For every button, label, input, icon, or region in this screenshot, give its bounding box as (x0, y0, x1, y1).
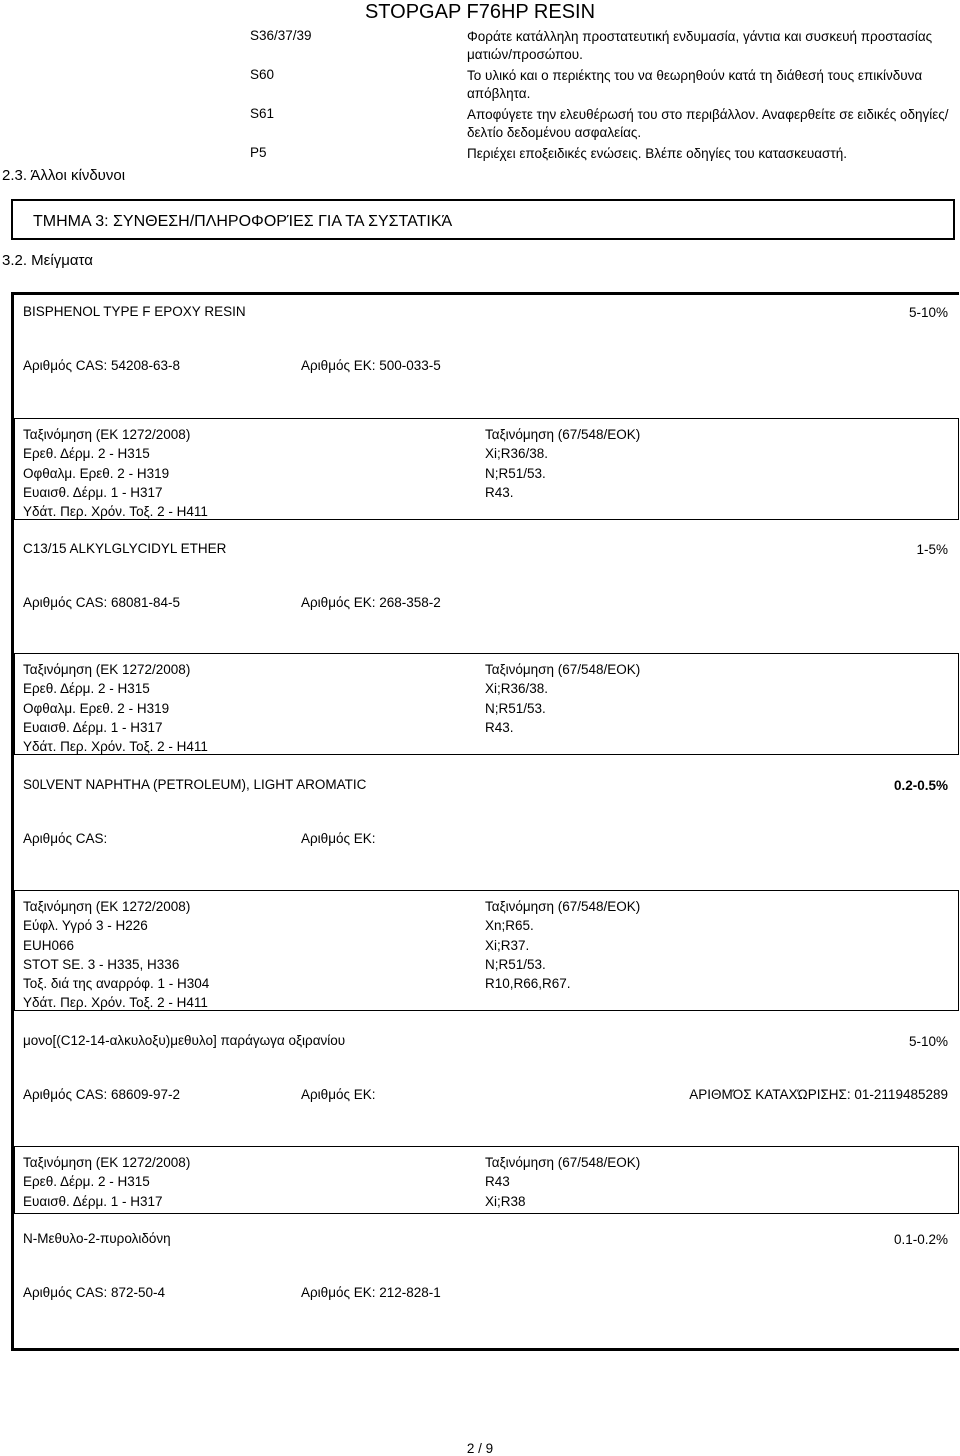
component-name: S0LVENT NAPHTHA (PETROLEUM), LIGHT AROMATIC (23, 777, 367, 792)
ec-number: Αριθμός ΕΚ: 212-828-1 (301, 1285, 441, 1300)
ec-number: Αριθμός ΕΚ: (301, 1087, 376, 1102)
dsd-line: Ταξινόμηση (67/548/ΕΟΚ) (485, 899, 641, 914)
dsd-classification (485, 660, 640, 737)
component-percent: 5-10% (908, 1034, 948, 1049)
safety-phrase-text: Αποφύγετε την ελευθέρωσή του στο περιβάλλον. Αναφερθείτε σε ειδικές οδηγίες/δελτίο δεδομένου ασφαλείας. (467, 107, 949, 140)
clp-line: Ταξινόμηση (ΕΚ 1272/2008) (23, 662, 191, 677)
clp-classification (23, 660, 208, 756)
dsd-classification (485, 897, 640, 993)
clp-classification (23, 425, 208, 521)
dsd-line: Xi;R37. (485, 937, 530, 953)
clp-line: EUH066 (23, 937, 75, 953)
safety-phrase-text: Το υλικό και ο περιέκτης του να θεωρηθούν κατά τη διάθεσή τους επικίνδυνα απόβλητα. (467, 68, 923, 101)
dsd-line: Xi;R36/38. (485, 446, 549, 462)
dsd-line: N;R51/53. (485, 956, 546, 972)
clp-line: Ευαισθ. Δέρμ. 1 - H317 (23, 1193, 163, 1209)
dsd-line: Xi;R38 (485, 1193, 526, 1209)
clp-line: Οφθαλμ. Ερεθ. 2 - H319 (23, 700, 170, 716)
section-3-title: ΤΜΗΜΑ 3: ΣΥΝΘΕΣΗ/ΠΛΗΡΟΦΟΡΊΕΣ ΓΙΑ ΤΑ ΣΥΣΤΑΤΙΚΆ (33, 213, 453, 230)
safety-phrase-code: S61 (250, 106, 275, 121)
other-hazards-heading: 2.3. Άλλοι κίνδυνοι (2, 167, 126, 184)
dsd-line: R43 (485, 1174, 510, 1190)
clp-line: Υδάτ. Περ. Χρόν. Τοξ. 2 - H411 (23, 995, 208, 1011)
dsd-line: Xn;R65. (485, 918, 534, 934)
safety-phrase-code: S36/37/39 (250, 28, 312, 43)
component-percent: 0.2-0.5% (893, 778, 948, 793)
dsd-classification (485, 1153, 640, 1211)
cas-number: Αριθμός CAS: 68081-84-5 (23, 595, 181, 610)
safety-phrase-text: Φοράτε κατάλληλη προστατευτική ενδυμασία, γάντια και συσκευή προστασίας ματιών/προσώπου. (467, 29, 933, 62)
section-3-header (11, 199, 955, 240)
cas-number: Αριθμός CAS: 68609-97-2 (23, 1087, 181, 1102)
table-bottom-rule (11, 1348, 959, 1351)
mixtures-subsection-title: 3.2. Μείγματα (2, 252, 93, 269)
ec-number: Αριθμός ΕΚ: 500-033-5 (301, 358, 441, 373)
clp-line: Ευαισθ. Δέρμ. 1 - H317 (23, 484, 163, 500)
dsd-line: Ταξινόμηση (67/548/ΕΟΚ) (485, 1155, 641, 1170)
clp-line: Υδάτ. Περ. Χρόν. Τοξ. 2 - H411 (23, 739, 208, 755)
dsd-line: R43. (485, 484, 514, 500)
cas-number: Αριθμός CAS: (23, 831, 108, 846)
component-percent: 0.1-0.2% (893, 1232, 948, 1247)
dsd-line: R43. (485, 719, 514, 735)
safety-phrase-text: Περιέχει εποξειδικές ενώσεις. Βλέπε οδηγίες του κατασκευαστή. (467, 146, 847, 161)
clp-classification (23, 897, 209, 1013)
clp-line: Εύφλ. Υγρό 3 - H226 (23, 918, 148, 934)
clp-line: Ερεθ. Δέρμ. 2 - H315 (23, 1174, 150, 1190)
component-name: BISPHENOL TYPE F EPOXY RESIN (23, 304, 246, 319)
clp-line: STOT SE. 3 - H335, H336 (23, 956, 180, 972)
dsd-classification (485, 425, 640, 502)
clp-line: Τοξ. διά της αναρρόφ. 1 - H304 (23, 976, 210, 992)
component-name: C13/15 ALKYLGLYCIDYL ETHER (23, 541, 227, 556)
clp-line: Ερεθ. Δέρμ. 2 - H315 (23, 681, 150, 697)
registration-number: ΑΡΙΘΜΌΣ ΚΑΤΑΧΏΡΙΣΗΣ: 01-2119485289 (689, 1087, 948, 1102)
safety-phrase-code: P5 (250, 145, 267, 160)
dsd-line: Ταξινόμηση (67/548/ΕΟΚ) (485, 662, 641, 677)
component-percent: 5-10% (908, 305, 948, 320)
dsd-line: R10,R66,R67. (485, 976, 571, 992)
dsd-line: Xi;R36/38. (485, 681, 549, 697)
ec-number: Αριθμός ΕΚ: (301, 831, 376, 846)
component-name: μονο[(C12-14-αλκυλοξυ)μεθυλο] παράγωγα οξιρανίου (23, 1033, 346, 1048)
clp-line: Ταξινόμηση (ΕΚ 1272/2008) (23, 427, 191, 442)
cas-number: Αριθμός CAS: 54208-63-8 (23, 358, 181, 373)
clp-line: Ευαισθ. Δέρμ. 1 - H317 (23, 719, 163, 735)
clp-line: Υδάτ. Περ. Χρόν. Τοξ. 2 - H411 (23, 504, 208, 520)
clp-classification (23, 1153, 190, 1211)
page-number: 2 / 9 (466, 1441, 494, 1456)
ec-number: Αριθμός ΕΚ: 268-358-2 (301, 595, 441, 610)
clp-line: Ταξινόμηση (ΕΚ 1272/2008) (23, 1155, 191, 1170)
document-title: STOPGAP F76HP RESIN (364, 1, 596, 23)
clp-line: Οφθαλμ. Ερεθ. 2 - H319 (23, 465, 170, 481)
clp-line: Ταξινόμηση (ΕΚ 1272/2008) (23, 899, 191, 914)
clp-line: Ερεθ. Δέρμ. 2 - H315 (23, 446, 150, 462)
dsd-line: N;R51/53. (485, 700, 546, 716)
cas-number: Αριθμός CAS: 872-50-4 (23, 1285, 166, 1300)
component-name: Ν-Μεθυλο-2-πυρολιδόνη (23, 1231, 171, 1246)
dsd-line: Ταξινόμηση (67/548/ΕΟΚ) (485, 427, 641, 442)
safety-phrase-code: S60 (250, 67, 275, 82)
dsd-line: N;R51/53. (485, 465, 546, 481)
component-percent: 1-5% (916, 542, 948, 557)
